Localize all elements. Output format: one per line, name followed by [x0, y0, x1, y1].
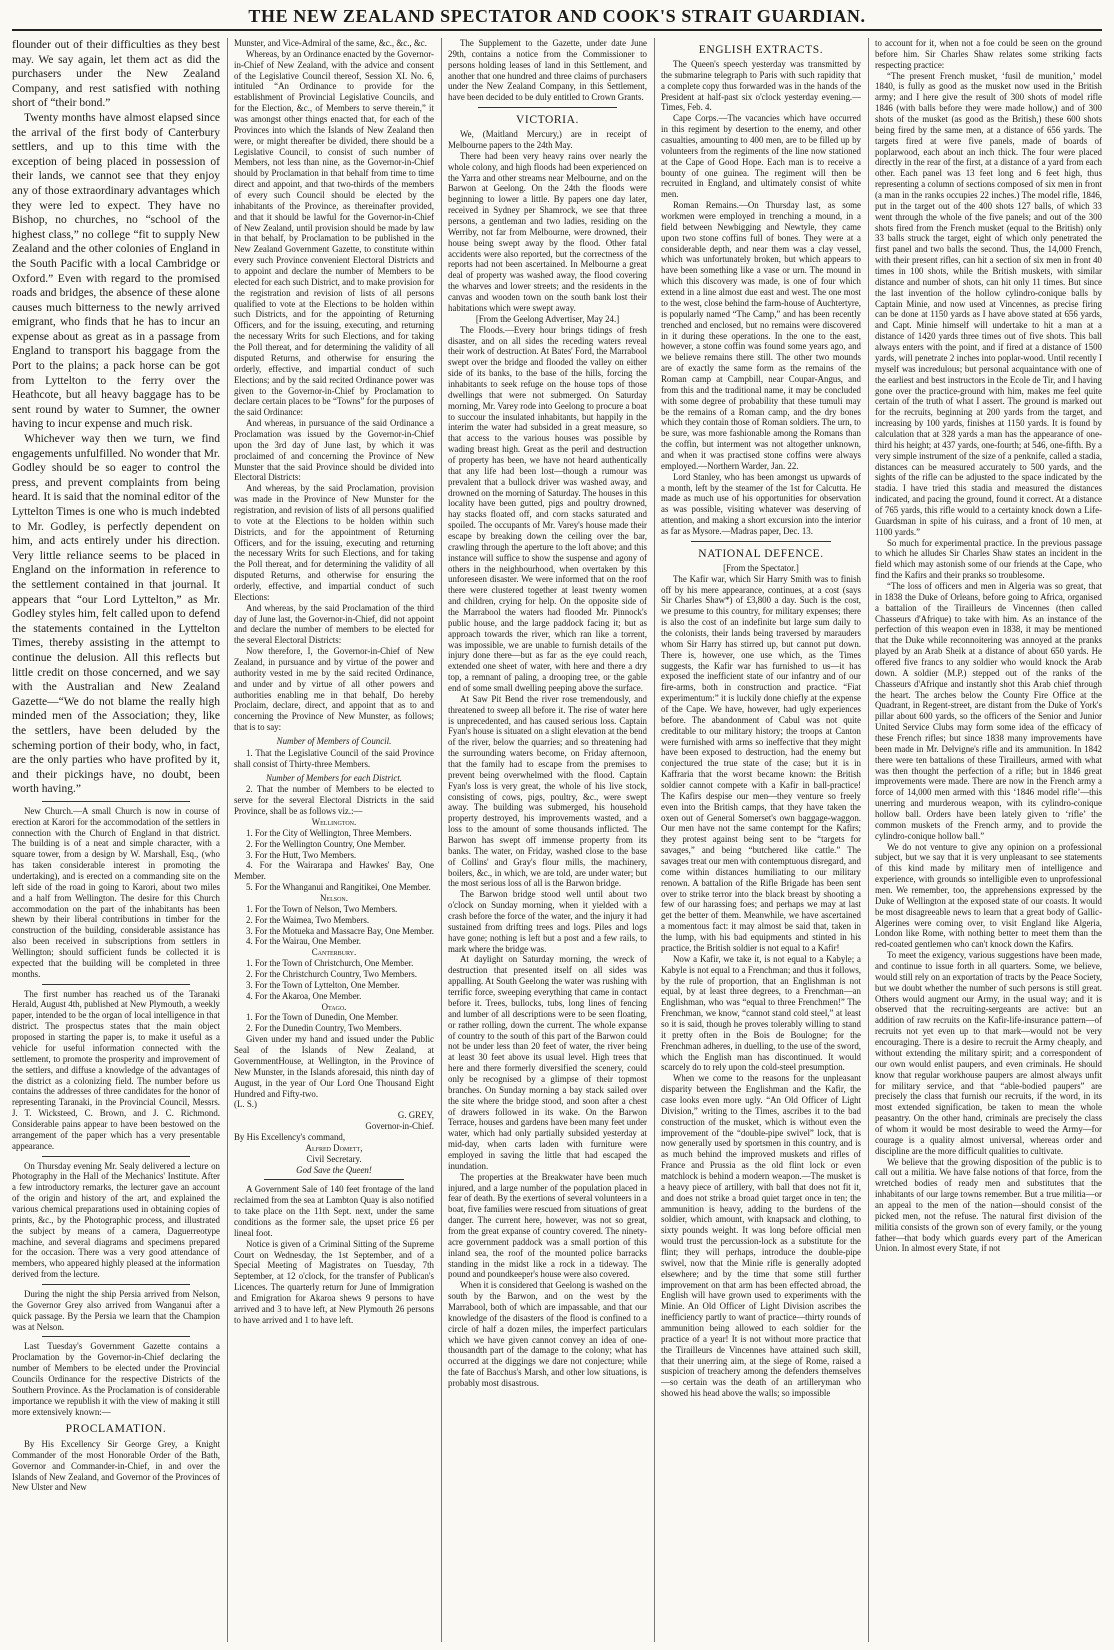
district-clause: 2. That the number of Members to be elected to serve for the several Electoral Districts in the said Province, shall be as follows viz.:—	[234, 784, 434, 817]
proclamation-whereas: And whereas, in pursuance of the said Ordinance a Proclamation was issued by the Governor-in-Chief upon the 3rd day of June last, by which it was proclaimed of and concerning the Province of New Munster that the said Province should be divided into Electoral Districts:	[234, 418, 434, 483]
article-supplement: The Supplement to the Gazette, under date June 29th, contains a notice from the Commissioner to persons holding leases of land in this Settlement, and another that one hundred and three claims of purchasers under the New Zealand Company, in this Settlement, have been decided to be duly entitled to Crown Grants.	[448, 38, 647, 103]
victoria-paragraph: We, (Maitland Mercury,) are in receipt of Melbourne papers to the 24th May.	[448, 129, 647, 151]
region-otago: Otago.	[321, 1001, 347, 1012]
source-line: [From the Geelong Advertiser, May 24.]	[475, 313, 620, 324]
subheading-council: Number of Members of Council.	[276, 736, 392, 746]
defence-quote: “The loss of officers and men in Algeria was so great, that in 1838 the Duke of Orleans, before going to Africa, organised a battalion of the Tirailleurs de Vincennes (then called Chasseurs d'Afrique) to take with him. As an instance of the perfection of this weapon even in 1838, it may be mentioned that the Duke while reconnoitering was annoyed at the pranks played by an Arab Sheik at a distance of about 650 yards. He offered five francs to any soldier who would knock the Arab down. A soldier (M.P.) stepped out of the ranks of the Chasseurs d'Afrique and instantly shot this Arab chief through the heart. The arches below the County Fire Office at the Quadrant, in Regent-street, are distant from the Duke of York's pillar about 600 yards, so the officers of the Senior and Junior United Service Clubs may form some idea of the efficacy of these French rifles; but since 1838 many improvements have been made in Mr. Delvigne's rifle and its ammunition. In 1842 there were ten battalions of these Tirailleurs, armed with what was then thought the perfection of a rifle; but in 1846 great improvements were made. There are now in the French army a force of 14,000 men armed with this ‘1846 model rifle’—this unerring and murderous weapon, with its cylindro-conique hollow ball. Orders have been lately given to ‘rifle’ the common muskets of the French army, and to provide the cylindro-conique hollow ball.”	[875, 580, 1102, 841]
newspaper-title: THE NEW ZEALAND SPECTATOR AND COOK'S STRAIT GUARDIAN.	[248, 6, 866, 26]
article-rule	[42, 801, 190, 802]
floods-paragraph: When it is considered that Geelong is washed on the south by the Barwon, and on the west by the Marrabool, both of which are impassable, and that our knowledge of the disasters of the flood is confined to a circle of half a dozen miles, the imperfect particulars which we have given cannot convey an idea of one-thousandth part of the damage to the colony; what has occurred at the diggings we dare not conjecture; while the fate of Bacchus's Marsh, and other low situations, is probably most disastrous.	[448, 1280, 647, 1388]
column-divider	[654, 38, 655, 1642]
article-gazette: Last Tuesday's Government Gazette contains a Proclamation by the Governor-in-Chief declaring the number of Members to be elected under the Provincial Councils Ordinance for the respective Districts of the Southern Province. As the Proclamation is of considerable importance we republish it with the view of making it still more extensively known:—	[12, 1341, 220, 1417]
article-taranaki-herald: The first number has reached us of the Taranaki Herald, August 4th, published at New Plymouth, a weekly paper, intended to be the organ of local intelligence in that district. The prospectus states that the main object proposed in starting the paper is, to make it useful as a vehicle for useful information connected with the settlement, to promote the prosperity and improvement of the settlers, and diffuse a knowledge of the advantages of the district as a colonizing field. The number before us contains the addresses of three candidates for the honor of representing Taranaki, in the Provincial Council, Messrs. J. T. Wicksteed, C. Brown, and J. C. Richmond. Considerable pains appear to have been bestowed on the arrangement of the paper which has a very presentable appearance.	[12, 988, 220, 1151]
extract-paragraph: Cape Corps.—The vacancies which have occurred in this regiment by desertion to the enemy, and other casualties, amounting to 400 men, are to be filled up by volunteers from the regiments of the line now stationed at the Cape of Good Hope. Each man is to receive a bounty of one guinea. The regiment will then be recruited in England, and ultimately consist of white men.	[661, 113, 861, 200]
column-divider	[441, 38, 442, 1642]
article-rule	[42, 984, 190, 985]
article-government-sale: A Government Sale of 140 feet frontage of the land reclaimed from the sea at Lambton Quay is also notified to take place on the 11th Sept. next, under the same conditions as the former sale, the upset price £6 per lineal foot.	[234, 1184, 434, 1238]
floods-paragraph: The Floods.—Every hour brings tidings of fresh disaster, and on all sides the receding waters reveal their work of destruction. At Bates' Ford, the Marrabool swept over the bridge and flooded the valley on either side of its banks, to the base of the hills, forcing the inhabitants to seek refuge on the house tops of those dwellings that were not submerged. On Saturday morning, Mr. Varey rode into Geelong to procure a boat to succour the insulated inhabitants, but happily in the interim the water had subsided in a great measure, so that access to the various houses was possible by wading breast high. Great as the peril and destruction of property has been, we have not heard authentically that any life had been lost—though a rumour was prevalent that a bullock driver was washed away, and drowned on the morning of Saturday. The houses in this locality have been gutted, pigs and poultry drowned, hay stacks floated off, and corn stacks saturated and spoiled. The occupants of Mr. Varey's house made their escape by breaking down the ceiling over the bar, crawling through the aperture to the loft above; and this instance will suffice to show the suspense and agony of others in the neighbourhood, when overtaken by this unforeseen disaster. We were informed that on the roof there were clustered together at least twenty women and children, crying for help. On the opposite side of the Marrabool the waters had flooded Mr. Pinnock's public house, and the large paddock facing it; but as approach towards the river, which ran like a torrent, was impossible, we are unable to furnish details of the injury done there—but as far as the eye could reach, extended one sheet of water, with here and there a dry top, a remnant of paling, a drooping tree, or the gable end of some small dwelling peeping above the surface.	[448, 324, 647, 693]
extract-paragraph: Lord Stanley, who has been amongst us upwards of a month, left by the steamer of the 1st for Calcutta. He made as much use of his opportunities for observation as was possible, visiting whatever was deserving of attention, and making a short excursion into the interior as far as Mysore.—Madras paper, Dec. 13.	[661, 471, 861, 536]
signature-title: Governor-in-Chief.	[365, 1121, 434, 1132]
defence-paragraph: to account for it, when not a foe could be seen on the ground before him. Sir Charles Shaw relates some striking facts respecting practice:	[875, 38, 1102, 70]
district-item: 2. For the Waimea, Two Members.	[246, 914, 370, 925]
floods-paragraph: At Saw Pit Bend the river rose tremendously, and threatened to sweep all before it. The rise of water here is unprecedented, and has caused serious loss. Captain Fyan's house is situated on a slight elevation at the bend of the river, below the quarries; and so threatening had the surrounding waters become, on Friday afternoon, that the family had to escape from the premises to prevent being overwhelmed with the flood. Captain Fyan's loss is very great, the whole of his live stock, consisting of cows, pigs, poultry, &c., were swept away. The building was submerged, his household property destroyed, his improvements wasted, and a loss to the amount of some thousands inflicted. The Barwon has swept off immense property from its banks. The water, on Friday, washed close to the base of Collins' and Gray's flour mills, the machinery, boilers, &c., in which, we are told, are under water; but the most serious loss of all is the Barwon bridge.	[448, 693, 647, 889]
command-line: By His Excellency's command,	[234, 1131, 346, 1142]
district-item: 3. For the Hutt, Two Members.	[246, 849, 357, 860]
column-4	[661, 38, 861, 1646]
district-item: 1. For the City of Wellington, Three Members.	[246, 827, 412, 838]
masthead	[0, 0, 1114, 30]
masthead-rule	[12, 29, 1102, 31]
district-item: 2. For the Christchurch Country, Two Members.	[246, 969, 417, 980]
article-shipping: During the night the ship Persia arrived from Nelson, the Governor Grey also arrived from Wanganui after a quick passage. By the Persia we learn that the Champion was at Nelson.	[12, 1288, 220, 1332]
defence-paragraph: Now a Kafir, we take it, is not equal to a Kabyle; a Kabyle is not equal to a Frenchman; and thus it follows, by the rule of proportion, that an Englishman is not equal, by at least three degrees, to a Frenchman—an Englishman, who was “equal to three Frenchmen!” The Frenchman, we know, “cannot stand cold steel,” at least so it is said, though he proves tolerably willing to stand it pretty often in the Bois de Boulogne; for the Frenchman adheres, in duelling, to the use of the sword, which the English man has discontinued. It would scarcely do to rely upon the cold-steel presumption.	[661, 953, 861, 1073]
floods-paragraph: The properties at the Breakwater have been much injured, and a large number of the population placed in fear of death. By the exertions of several volunteers in a boat, five families were rescued from situations of great danger. The current here, however, was not so great, from the great expanse of country covered. The ninety-acre government paddock was a small portion of this inland sea, the roof of the mounted police barracks standing in the midst like a rock in a tideway. The pound and poundkeeper's house were also covered.	[448, 1171, 647, 1280]
district-item: 1. For the Town of Dunedin, One Member.	[246, 1012, 399, 1023]
column-5	[875, 38, 1102, 1646]
column-divider	[227, 38, 228, 1642]
english-extracts-heading: ENGLISH EXTRACTS.	[698, 44, 824, 56]
district-item: 5. For the Whanganui and Rangitikei, One Member.	[246, 882, 431, 893]
column-divider	[868, 38, 869, 1642]
defence-paragraph: So much for experimental practice. In the previous passage to which he alludes Sir Charles Shaw states an incident in the field which may astonish some of our friends at the Cape, who find the Kafirs and their pranks so troublesome.	[875, 537, 1102, 581]
defence-paragraph: We believe that the growing disposition of the public is to call out a militia. We have false notions of that force, from the wretched bodies of ready men and substitutes that the inhabitants of our large towns remember. But a true militia—or an appeal to the men of the nation—should consist of the picked men, not the refuse. The natural first division of the militia consists of the grown son of every family, or the young father—that body which guards every part of the American Union. In almost every State, if not	[875, 1156, 1102, 1254]
column-3	[448, 38, 647, 1646]
proclamation-intro: By His Excellency Sir George Grey, a Knight Commander of the most Honorable Order of the Bath, Governor and Commander-in-Chief, in and over the Islands of New Zealand, and Governor of the Provinces of New Ulster and New	[12, 1438, 220, 1493]
national-defence-heading: NATIONAL DEFENCE.	[698, 547, 824, 560]
proclamation-now: Now therefore, I, the Governor-in-Chief of New Zealand, in pursuance and by virtue of the power and authority vested in me by the said recited Ordinance, and under and by virtue of all other powers and authorities enabling me in that behalf, Do hereby Proclaim, declare, direct, and appoint that as to and concerning the Province of New Munster, as follows; that is to say:	[234, 646, 434, 733]
region-wellington: Wellington.	[311, 817, 357, 828]
council-clause: 1. That the Legislative Council of the said Province shall consist of Thirty-three Members.	[234, 747, 434, 769]
victoria-heading: VICTORIA.	[515, 114, 579, 127]
defence-paragraph: To meet the exigency, various suggestions have been made, and continue to issue forth in all quarters. Some, we believe, would still rely on an exportation of tracts by the Peace Society, but we doubt whether the number of such persons is still great. Others would augment our Army, in the usual way; and it is observed that the recruiting-sergeants are active: but an addition of raw recruits on the Kafir-life-insurance pattern—of recruits not yet even up to that mark—would not be very encouraging. There is a desire to recruit the Army cheaply, and without extending the military spirit; and a correspondent of our own would enlist paupers, and even criminals. He should know that regular workhouse paupers are almost always unfit for military service, and that “able-bodied paupers” are precisely the class that furnish our recruits, if the word, in its most extended signification, be taken to mean the whole peasantry. On the other hand, criminals are precisely the class of whom it would be most desirable to weed the Army—for courage is a quality almost universal, whereas order and discipline are the more difficult qualities to cultivate.	[875, 950, 1102, 1156]
leader-paragraph: Twenty months have almost elapsed since the arrival of the first body of Canterbury settlers, and up to this time with the exception of being placed in possession of their lands, we cannot see that they enjoy any of those extraordinary advantages which they were led to expect. They have no Bishop, no churches, no “school of the highest class,” no college “fit to supply New Zealand and the other colonies of England in the South Pacific with a local Cambridge or Oxford.” Even with regard to the promised roads and bridges, the absence of these alone causes much bitterness to the newly arrived emigrant, who finds that he has to incur an expense about as great as in a passage from England to transport his baggage from the Port to the plains; a pack horse can be got from Lyttelton to the ferry over the Heathcote, but all heavy baggage has to be sent round by water to Sumner, the owner having to incur expense and much risk.	[12, 111, 220, 431]
floods-paragraph: The Barwon bridge stood well until about two o'clock on Sunday morning, when it yielded with a crash before the force of the water, and the injury it had sustained from drifting trees and logs. Piles and logs have gone; nothing is left but a post and a few rails, to mark where the bridge was.	[448, 889, 647, 954]
region-nelson: Nelson.	[320, 893, 348, 904]
secretary-title: Civil Secretary.	[306, 1153, 362, 1164]
proclamation-given: Given under my hand and issued under the Public Seal of the Islands of New Zealand, at GovernmentHouse, at Wellington, in the Province of New Munster, in the Islands aforesaid, this ninth day of August, in the year of Our Lord One Thousand Eight Hundred and Fifty-two.	[234, 1034, 434, 1099]
extract-paragraph: The Queen's speech yesterday was transmitted by the submarine telegraph to Paris with such rapidity that a complete copy thus forwarded was in the hands of the President at half-past six o'clock yesterday evening.—Times, Feb. 4.	[661, 59, 861, 113]
defence-paragraph: When we come to the reasons for the unpleasant disparity between the Englishman and the Kafir, the case looks even more ugly. “An Old Officer of Light Division,” writing to the Times, ascribes it to the bad construction of the musket, which is without even the improvement of the “double-pipe swivel” lock, that is now generally used by sportsmen in this country, and is as much behind the improved muskets and rifles of France and Prussia as the old flint lock or even matchlock is behind a modern weapon.—The musket is a heavy piece of artillery, with ball that does not fit it, and does not strike a broad quiet target once in ten; the ammunition is heavy, adding to the burdens of the soldier, which amount, with knapsack and clothing, to sixty pounds weight. It was long before official men would trust the percussion-lock as a substitute for the flint; they will perhaps, introduce the double-pipe swivel, now that the Minie rifle is generally adopted elsewhere; and by the time that some still further improvement on that arm has been effected abroad, the English will have grown used to experiments with the Minie. An Old Officer of Light Division ascribes the inefficiency partly to want of practice—thirty rounds of ammunition being allowed to each soldier for the practice of a year! It is not without more practice that the Tirailleurs de Vincennes have attained such skill, that their unerring aim, at the siege of Rome, raised a suspicion of treachery among the defenders themselves—so certain was the death of an artilleryman who showed his head above the walls; so impossible	[661, 1073, 861, 1399]
god-save-the-queen: God Save the Queen!	[296, 1164, 372, 1175]
article-photography-lecture: On Thursday evening Mr. Sealy delivered a lecture on Photography in the Hall of the Mechanics' Institute. After a few introductory remarks, the lecturer gave an account of the origin and history of the art, and explained the various chemical preparations used in obtaining copies of prints, &c., by the Photographic process, and illustrated the subject by means of a camera, Daguerreotype machine, and several diagrams and specimens prepared for the occasion. There was a very good attendance of members, who appeared highly pleased at the information derived from the lecture.	[12, 1160, 220, 1280]
source-line: [From the Spectator.]	[723, 562, 799, 573]
proclamation-whereas: Whereas, by an Ordinance enacted by the Governor-in-Chief of New Zealand, with the advice and consent of the Legislative Council thereof, Session XI. No. 6, intituled “An Ordinance to provide for the establishment of Provincial Legislative Councils, and for the Election, &c., of Members to serve therein,” it was amongst other things enacted that, for each of the Provinces into which the Islands of New Zealand then were, or might thereafter be divided, there should be a Legislative Council, to consist of such number of Members, not less than nine, as the Governor-in-Chief should by Proclamation in that behalf from time to time direct and appoint, and that two-thirds of the members of every such Council should be elected by the inhabitants of the Province, as thereinafter provided, and that it should be lawful for the Governor-in-Chief of New Zealand, until provision should be made by law in that behalf, by Proclamation to be published in the New Zealand Government Gazette, to constitute within every such Province convenient Electoral Districts and to appoint and declare the number of Members to be elected for each such District, and to make provision for the registration and revision of lists of all persons qualified to vote at the Elections to be holden within such Districts, and for the appointing of Returning Officers, and for the issuing, executing, and returning the necessary Writs for such Elections, and for taking the Poll thereat, and for determining the validity of all disputed Returns, and otherwise for ensuring the orderly, effective, and impartial conduct of such Elections; and by the said recited Ordinance power was given to the Governor-in-Chief by Proclamation to declare certain places to be “Towns” for the purposes of the said Ordinance:	[234, 48, 434, 418]
seal-mark: (L. S.)	[234, 1099, 257, 1110]
proclamation-whereas: And whereas, by the said Proclamation of the third day of June last, the Governor-in-Chief, did not appoint and declare the number of members to be elected for the several Electoral Districts:	[234, 602, 434, 646]
column-1	[12, 38, 220, 1646]
article-new-church: New Church.—A small Church is now in course of erection at Karori for the accommodation of the settlers in connection with the Church of England in that district. The building is of a neat and simple character, with a square tower, from a design by W. Marshall, Esq., (who has taken considerable interest in promoting the undertaking), and is erected on a commanding site on the left side of the road in going to Karori, about two miles and a half from Wellington. The desire for this Church accommodation on the part of the inhabitants has been shewn by their liberal contributions in timber for the construction of the building, considerable assistance has also been received in subscriptions from settlers in Wellington; should sufficient funds be collected it is expected that the building will be completed in three months.	[12, 805, 220, 979]
district-item: 1. For the Town of Christchurch, One Member.	[246, 958, 414, 969]
article-rule	[264, 1179, 404, 1180]
district-item: 2. For the Dunedin Country, Two Members.	[246, 1023, 402, 1034]
proclamation-continued: Munster, and Vice-Admiral of the same, &c., &c., &c.	[234, 38, 427, 48]
district-item: 1. For the Town of Nelson, Two Members.	[246, 903, 398, 914]
defence-paragraph: The Kafir war, which Sir Harry Smith was to finish off by his mere appearance, continues, at a cost (says Sir Charles Shaw*) of £3,800 a day. Such is the cost, we presume to this country, for military expenses; there is also the cost of an indefinite but large sum daily to the colonists, their lands being traversed by marauders whom Sir Harry has stirred up, but cannot put down. There is, however, one use which, as the Times suggests, the Kafir war has furnished to us—it has exposed the inefficient state of our infantry and of our fire-arms, both in construction and practice. “Fiat experimentum:” it is luckily done chiefly at the expense of the Cape. We have, however, had ugly experiences before. The abandonment of Cabul was not quite creditable to our military history; the troops at Canton were furnished with arms so ineffective that they might have been exposed to destruction, had the enemy but conjectured the true state of the case; but it is in Kaffraria that the worst became known: the British soldier cannot compete with a Kafir in ball-practice! The Kafirs despise our men—they venture so freely even into the British camps, that they have taken the oxen out of General Somerset's own baggage-waggon. Our men have not the same contempt for the Kafirs; they protest against being sent to be “targets for savages,” and being “butchered like cattle.” The savages treat our men with contemptuous disregard, and come within distances humiliating to our military renown. A battalion of the Rifle Brigade has been sent over to strike terror into the black breast by shooting a few of our harassing foes; and perhaps we may at last get the better of them. Meanwhile, we have ascertained a momentous fact: it may almost be said that, taken in the lump, with his bad equipments and stinted in his practice, the British soldier is not equal to a Kafir!	[661, 573, 861, 953]
district-item: 4. For the Wairarapa and Hawkes' Bay, One Member.	[234, 860, 434, 882]
article-rule	[42, 1156, 190, 1157]
district-item: 2. For the Wellington Country, One Member.	[246, 838, 406, 849]
proclamation-whereas: And whereas, by the said Proclamation, provision was made in the Province of New Munster for the registration, and revision of lists of all persons qualified to vote at the Elections to be holden within such Districts, and for the appointment of Returning Officers, and for the issuing, executing and returning the necessary Writs for such Elections, and for taking the Poll thereat, and for determining the validity of all disputed Returns, and otherwise for ensuring the orderly, effective, and impartial conduct of such Elections:	[234, 483, 434, 602]
article-court-notice: Notice is given of a Criminal Sitting of the Supreme Court on Wednesday, the 1st September, and of a Special Meeting of Magistrates on Tuesday, 7th September, at 12 o'clock, for the transfer of Publican's Licences. The quarterly return for June of Immigration and Emigration for Akaroa shews 9 persons to have arrived and 3 to have left, at New Plymouth 26 persons to have arrived and 1 to have left.	[234, 1238, 434, 1325]
proclamation-heading: PROCLAMATION.	[65, 1423, 167, 1436]
signature-name: G. GREY,	[397, 1110, 434, 1121]
district-item: 4. For the Wairau, One Member.	[246, 936, 361, 947]
secretary-name: Alfred Domett,	[305, 1142, 363, 1153]
leader-paragraph: Whichever way then we turn, we find engagements unfulfilled. No wonder that Mr. Godley should be so eager to control the press, and prevent complaints from being heard. It is said that the nominal editor of the Lyttelton Times is one who is much indebted to Mr. Godley, is perfectly dependent on him, and acts entirely under his direction. Very little reliance seems to be placed in England on the information in reference to the settlement contained in that journal. It appears that “our Lord Lyttelton,” as Mr. Godley styles him, felt called upon to defend the statements contained in the Lyttelton Times, thereby assisting in the attempt to continue the delusion. All this reflects but little credit on those concerned, and we say with the Australian and New Zealand Gazette—“We do not blame the really high minded men of the Association; they, like the settlers, have been deluded by the scheming portion of their body, who, in fact, are the only parties who have profited by it, and their pickings have, no doubt, been worth having.”	[12, 433, 220, 796]
subheading-district: Number of Members for each District.	[265, 772, 403, 783]
article-rule	[478, 107, 617, 108]
district-item: 3. For the Town of Lyttelton, One Member.	[246, 979, 400, 990]
column-2	[234, 38, 434, 1646]
extract-paragraph: Roman Remains.—On Thursday last, as some workmen were employed in trenching a mound, in a field between Newbigging and Newtyle, they came upon two stone coffins full of bones. They were at a considerable depth, and near them was a clay vessel, which was unfortunately broken, but which appears to have been something like a vase or urn. The mound in which this discovery was made, is one of four which extend in a line almost due east and west. The one most to the west, close behind the farm-house of Auchtertyre, is popularly named “The Camp,” and has been recently trenched and enclosed, but no remains were discovered in it during these operations. In the one to the east, however, a stone coffin was found some years ago, and we believe remains there still. The other two mounds are of exactly the same form as the remains of the Roman camp at Campbill, near Coupar-Angus, and from this and the traditional name, it may be concluded with some degree of probability that these tumuli may be the remains of a Roman camp, and the dry bones which they contain those of Roman soldiers. The urn, to be sure, was more fashionable among the Romans than the coffin, but interment was not altogether unknown, and when it was practised stone coffins were always employed.—Northern Warder, Jan. 22.	[661, 200, 861, 471]
article-rule	[42, 1284, 190, 1285]
district-item: 3. For the Motueka and Massacre Bay, One Member.	[246, 925, 434, 936]
article-rule	[691, 541, 831, 542]
district-item: 4. For the Akaroa, One Member.	[246, 990, 362, 1001]
region-canterbury: Canterbury.	[311, 947, 357, 958]
victoria-paragraph: There had been very heavy rains over nearly the whole colony, and high floods had been experienced on the Yarra and other streams near Melbourne, and on the Barwon at Geelong. On the 24th the floods were beginning to lower a little. By papers one day later, received in Sydney per Shamrock, we see that three persons, a gentleman and two ladies, residing on the Werriby, not far from Melbourne, were drowned, their house being swept away by the flood. Other fatal accidents were also reported, but the correctness of the reports had not been ascertained. In Melbourne a great deal of property was washed away, the flood covering the wharves and lower streets; and the residents in the canvas and wooden town on the south bank lost their habitations which were swept away.	[448, 150, 647, 313]
leader-paragraph: flounder out of their difficulties as they best may. We say again, let them act as did the purchasers under the New Zealand Company, and rest satisfied with nothing short of “their bond.”	[12, 39, 220, 110]
floods-paragraph: At daylight on Saturday morning, the wreck of destruction that presented itself on all sides was appalling. At South Geelong the water was rushing with terrific force, sweeping everything that came in contact before it. Trees, bullocks, tubs, long lines of fencing and lumber of all descriptions were to be seen floating, or rather rolling, down the current. The whole expanse of country to the south of this part of the Barwon could not be under less than 20 feet of water, the river being at least 30 feet above its usual level. High trees that here and there formerly diversified the scenery, could only be recognised by a glimpse of their topmost branches. On Sunday morning a bay stack sailed over the site where the bridge stood, and soon after a chest of drawers followed in its wake. On the Barwon Terrace, houses and gardens have been many feet under water, which had only partially subsided yesterday at mid-day, when carts laden with furniture were employed in saving the little that had escaped the inundation.	[448, 954, 647, 1171]
defence-quote: “The present French musket, ‘fusil de munition,’ model 1840, is fully as good as the musket now used in the British army; and I here give the result of 300 shots of model rifle 1846 (with balls before they were made hollow,) and of 300 shots of the musket (as good as the British,) these 600 shots being fired by the same men, at a distance of 656 yards. The targets fired at were five panels, made of boards of poplarwood, each about an inch thick. The four were placed directly in the rear of the first, at a distance of a yard from each other. Each panel was 13 feet long and 6 feet high, thus representing a column of sections composed of six men in front (a man in the ranks occupies 22 inches.) The model rifle, 1846, put in the target out of the 400 shots 127 balls, of which 33 went through the whole of the five panels; and out of the 300 shots fired from the French musket (equal to the British) only 33 balls struck the target, eight of which only penetrated the first panel and two balls the second. Thus, the 14,000 French, with their present rifles, can hit a section of six men in front 40 times in 100 shots, while the British muskets, with similar distance and number of shots, can hit only 11 times. But since the last invention of the hollow cylindro-conique balls by Captain Minie, and now used at Vincennes, as precise firing can be done at 1150 yards as I have above stated at 656 yards, and Capt. Minie himself will undertake to hit a man at a distance of 1420 yards three times out of five shots. This ball always enters with the point, and if fired at a distance of 1500 yards, will penetrate 2 inches into poplar-wood. Until recently I myself was incredulous; but personal acquaintance with one of the earliest and best instructors in the Ecole de Tir, and I having gone over the practice-ground with him, makes me feel quite certain of the truth of what I assert. The ground is marked out for the recruits, beginning at 200 yards from the target, and increasing by 100 yards, finishes at 1150 yards. It is found by calculation that at 328 yards a man has the appearance of one-third his height; at 437 yards, one-fourth; at 546, one-fifth. By a very simple instrument of the size of a penknife, called a stadia, distances can be measured accurately to 500 yards, and the sights of the rifle can be adjusted to the space indicated by the stadia. I have tried this stadia and measured the distances indicated, and pacing the ground, found it correct. At a distance of 765 yards, this rifle would to a certainty knock down a Life-Guardsman in spite of his cuirass, and a front of 10 men, at 1100 yards.”	[875, 70, 1102, 537]
defence-paragraph: We do not venture to give any opinion on a professional subject, but we say that it is very unpleasant to see statements of this kind made by military men of intelligence and experience, with grounds so intelligible even to unprofessional men. We remember, too, the apprehensions expressed by the Duke of Wellington at the exposed state of our coasts. It would be most disagreeable news to learn that a great body of Gallic-Algerines were coming over, to visit England like Algeria, London like Rome, with nothing better to meet them than the red-coated gentlemen who can't knock down the Kafirs.	[875, 841, 1102, 950]
article-rule	[42, 1336, 190, 1337]
